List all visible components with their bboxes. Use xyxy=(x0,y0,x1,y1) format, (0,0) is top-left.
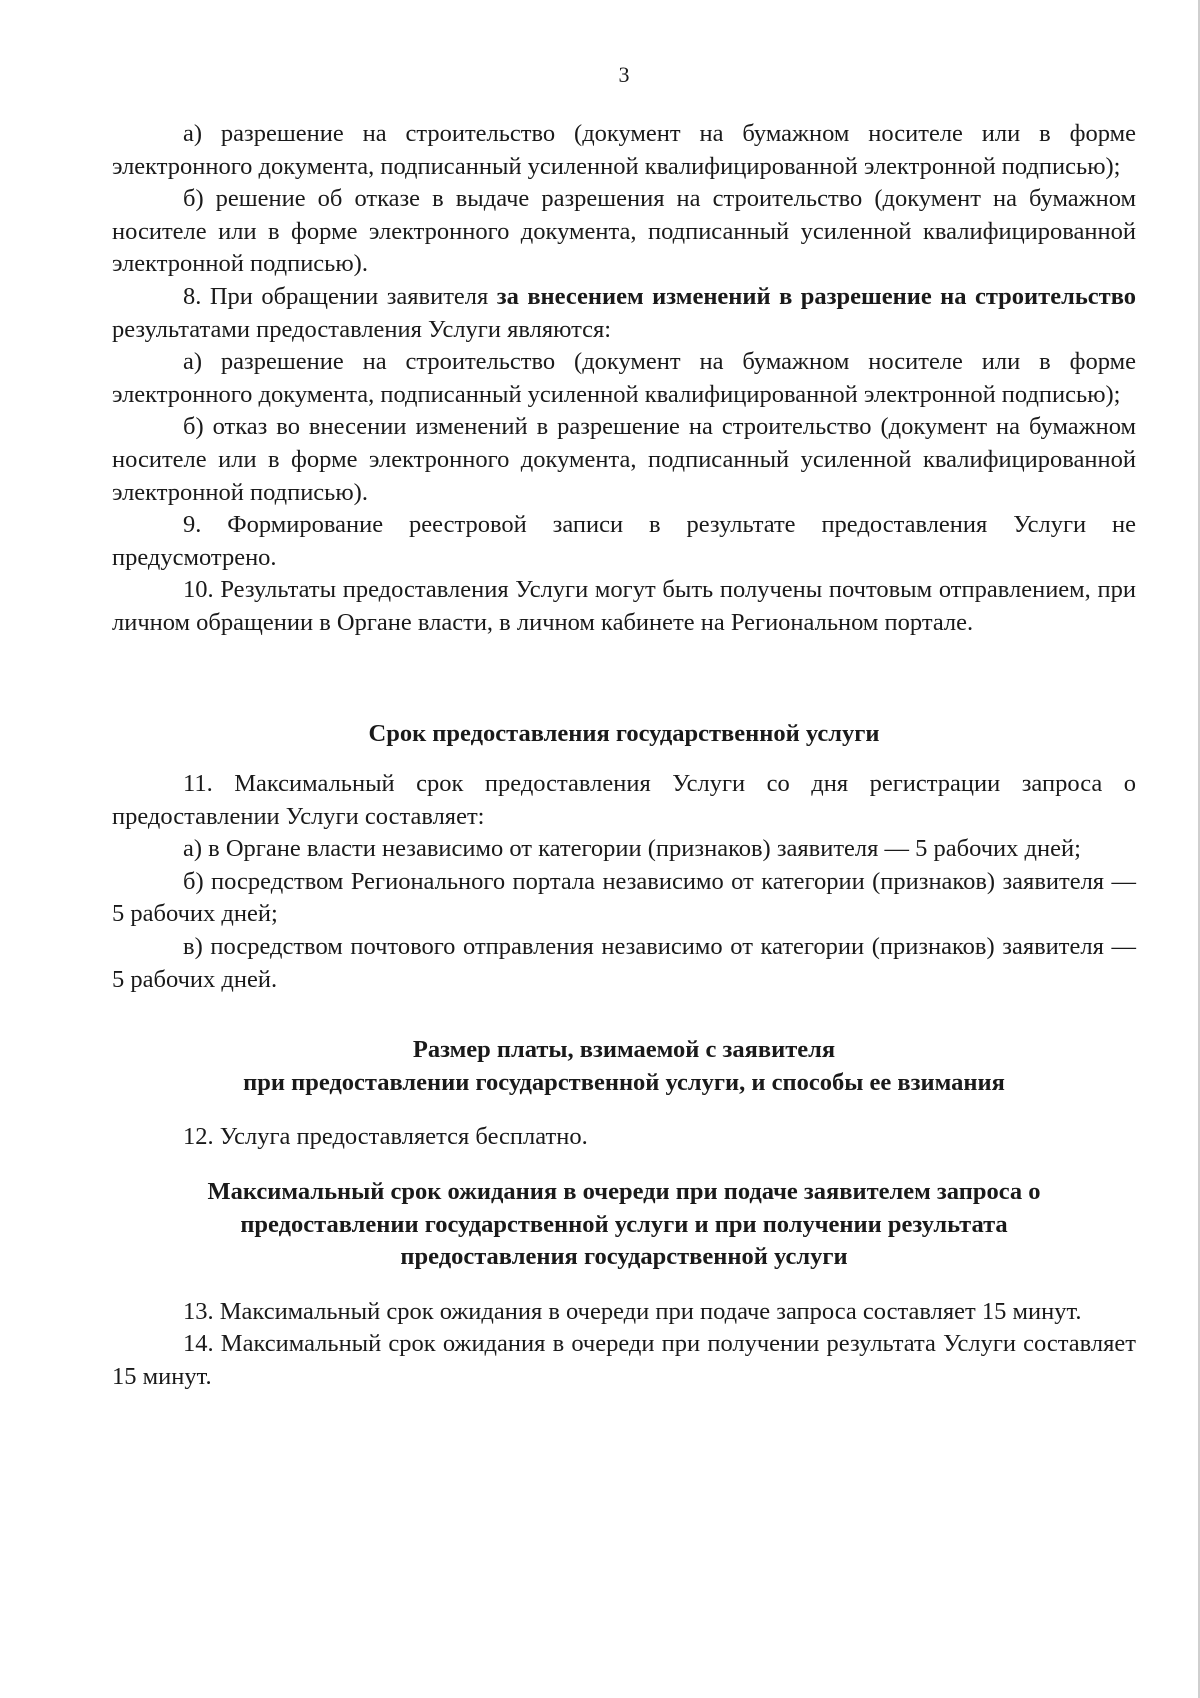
heading-queue-line-1: Максимальный срок ожидания в очереди при подаче заявителем запроса о xyxy=(207,1178,1041,1206)
paragraph-8-bold: за внесением изменений в разрешение на строительство xyxy=(496,282,1137,310)
heading-fee-line-2: при предоставлении государственной услуги, и способы ее взимания xyxy=(243,1068,1005,1096)
paragraph-8b: б) отказ во внесении изменений в разрешение на строительство (документ на бумажном носителе или в форме электронного документа, подписанный усиленной квалифицированной электронной подписью). xyxy=(112,413,1136,506)
paragraph-10: 10. Результаты предоставления Услуги могут быть получены почтовым отправлением, при личном обращении в Органе власти, в личном кабинете на Региональном портале. xyxy=(112,576,1136,636)
paragraph-12: 12. Услуга предоставляется бесплатно. xyxy=(183,1123,588,1151)
paragraph-8 xyxy=(112,281,1136,346)
document-body xyxy=(112,118,1136,1394)
paragraph-7b: б) решение об отказе в выдаче разрешения на строительство (документ на бумажном носителе или в форме электронного документа, подписанный усиленной квалифицированной электронной подписью). xyxy=(112,185,1136,278)
paragraph-11a: а) в Органе власти независимо от категории (признаков) заявителя — 5 рабочих дней; xyxy=(183,835,1081,863)
paragraph-11c: в) посредством почтового отправления независимо от категории (признаков) заявителя — 5 рабочих дней. xyxy=(112,933,1136,993)
paragraph-8a: а) разрешение на строительство (документ на бумажном носителе или в форме электронного документа, подписанный усиленной квалифицированной электронной подписью); xyxy=(112,348,1136,408)
paragraph-9: 9. Формирование реестровой записи в результате предоставления Услуги не предусмотрено. xyxy=(112,511,1136,571)
paragraph-11: 11. Максимальный срок предоставления Услуги со дня регистрации запроса о предоставлении Услуги составляет: xyxy=(112,770,1136,830)
paragraph-7a: а) разрешение на строительство (документ на бумажном носителе или в форме электронного документа, подписанный усиленной квалифицированной электронной подписью); xyxy=(112,120,1136,180)
paragraph-8-end: результатами предоставления Услуги являются: xyxy=(112,315,612,343)
heading-queue-line-3: предоставления государственной услуги xyxy=(400,1243,848,1271)
paragraph-13: 13. Максимальный срок ожидания в очереди при подаче запроса составляет 15 минут. xyxy=(183,1297,1082,1325)
page-number: 3 xyxy=(618,62,630,87)
heading-queue-line-2: предоставлении государственной услуги и при получении результата xyxy=(240,1210,1008,1238)
heading-fee-line-1: Размер платы, взимаемой с заявителя xyxy=(412,1036,836,1064)
paragraph-8-start: 8. При обращении заявителя xyxy=(183,282,497,310)
paragraph-11b: б) посредством Регионального портала независимо от категории (признаков) заявителя — 5 рабочих дней; xyxy=(112,867,1136,928)
heading-term: Срок предоставления государственной услуги xyxy=(368,719,880,747)
paragraph-14: 14. Максимальный срок ожидания в очереди при получении результата Услуги составляет 15 минут. xyxy=(112,1330,1136,1390)
